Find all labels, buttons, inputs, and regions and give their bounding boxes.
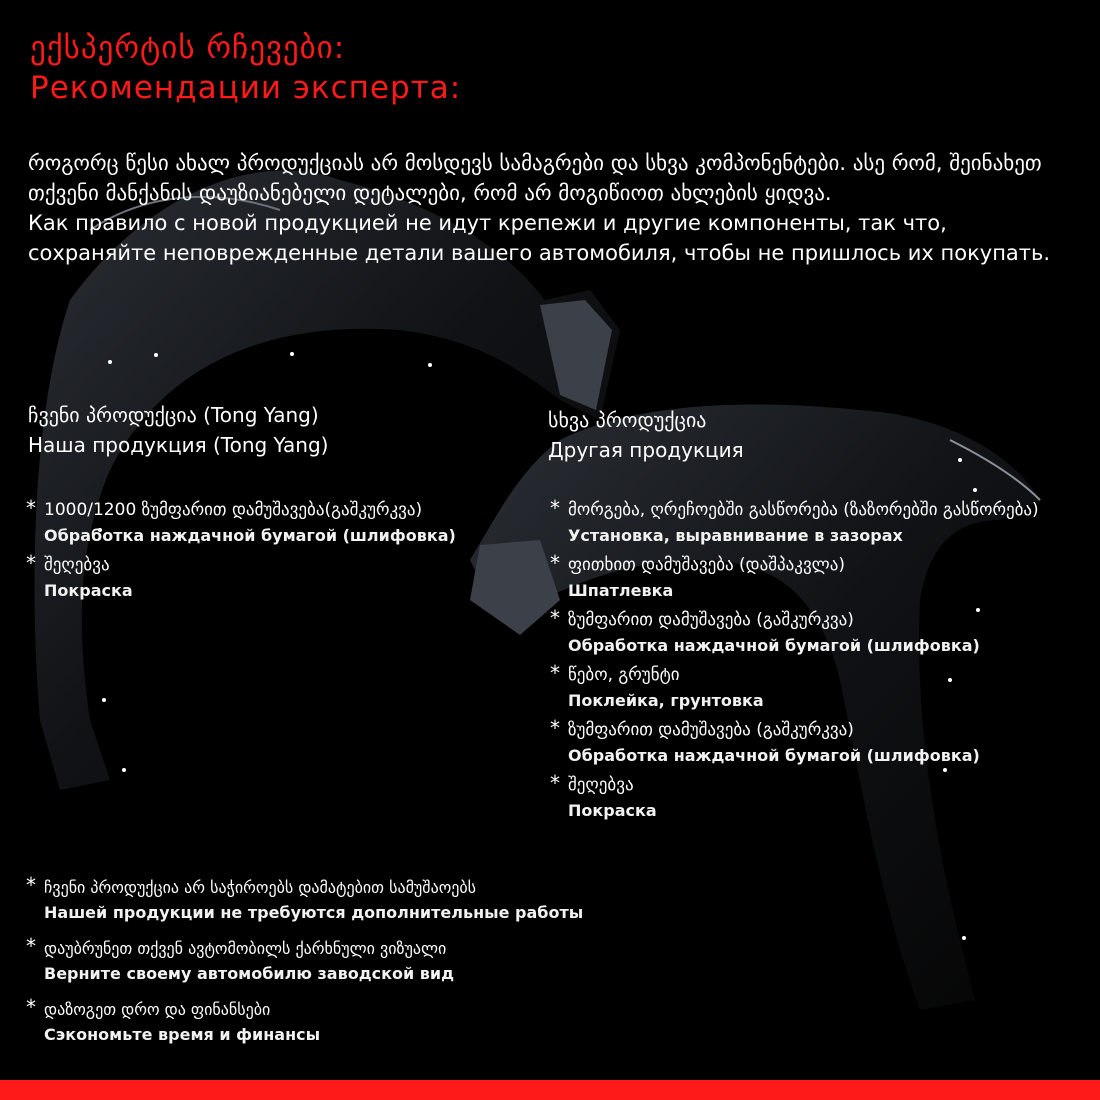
other-products-steps xyxy=(550,498,1039,828)
benefit-russian: Нашей продукции не требуются дополнительные работы xyxy=(44,903,584,922)
list-item xyxy=(26,553,456,603)
step-georgian: ზუმფარით დამუშავება (გაშკურკვა) xyxy=(568,720,854,740)
title-russian: Рекомендации эксперта: xyxy=(30,70,462,106)
list-item xyxy=(550,773,1039,823)
step-russian: Обработка наждачной бумагой (шлифовка) xyxy=(568,746,980,765)
our-products-steps xyxy=(26,498,456,608)
step-russian: Обработка наждачной бумагой (шлифовка) xyxy=(568,636,980,655)
list-item xyxy=(550,498,1039,548)
list-item xyxy=(550,663,1039,713)
benefit-russian: Верните своему автомобилю заводской вид xyxy=(44,964,454,983)
step-georgian: შეღებვა xyxy=(44,555,110,575)
step-russian: Покраска xyxy=(568,801,657,820)
step-georgian: მორგება, ღრეჩოებში გასწორება (ზაზორებში გასწორება) xyxy=(568,500,1039,520)
step-russian: Покраска xyxy=(44,581,133,600)
intro-russian: Как правило с новой продукцией не идут крепежи и другие компоненты, так что, сохраняйте неповрежденные детали вашего автомобиля, чтобы не пришлось их покупать. xyxy=(28,211,1051,265)
other-products-heading-georgian: სხვა პროდუქცია xyxy=(548,408,707,432)
bullet-asterisk: * xyxy=(550,551,560,575)
list-item xyxy=(26,498,456,548)
bullet-asterisk: * xyxy=(550,771,560,795)
bullet-asterisk: * xyxy=(550,661,560,685)
intro-text xyxy=(28,148,1078,268)
step-russian: Шпатлевка xyxy=(568,581,674,600)
step-russian: Обработка наждачной бумагой (шлифовка) xyxy=(44,526,456,545)
list-item xyxy=(26,875,583,926)
list-item xyxy=(550,608,1039,658)
our-products-heading-russian: Наша продукция (Tong Yang) xyxy=(28,433,329,457)
other-products-heading xyxy=(548,405,744,465)
list-item xyxy=(26,936,583,987)
bottom-red-bar xyxy=(0,1080,1100,1100)
intro-georgian: როგორც წესი ახალ პროდუქციას არ მოსდევს სამაგრები და სხვა კომპონენტები. ასე რომ, შეინახეთ თქვენი მანქანის დაუზიანებელი დეტალები, რომ არ მოგიწიოთ ახლების ყიდვა. xyxy=(28,151,1042,205)
step-georgian: ფითხით დამუშავება (დაშპაკვლა) xyxy=(568,555,846,575)
benefit-georgian: ჩვენი პროდუქცია არ საჭიროებს დამატებით სამუშაოებს xyxy=(44,878,477,897)
benefits-list xyxy=(26,875,583,1058)
benefit-georgian: დაუბრუნეთ თქვენ ავტომობილს ქარხნული ვიზუალი xyxy=(44,939,447,958)
bullet-asterisk: * xyxy=(550,716,560,740)
bullet-asterisk: * xyxy=(26,496,36,520)
benefit-georgian: დაზოგეთ დრო და ფინანსები xyxy=(44,1000,271,1019)
step-georgian: 1000/1200 ზუმფარით დამუშავება(გაშკურკვა) xyxy=(44,500,423,520)
title-georgian: ექსპერტის რჩევები: xyxy=(30,30,346,66)
step-russian: Поклейка, грунтовка xyxy=(568,691,764,710)
bullet-asterisk: * xyxy=(26,873,36,897)
step-georgian: შეღებვა xyxy=(568,775,634,795)
bullet-asterisk: * xyxy=(26,934,36,958)
bullet-asterisk: * xyxy=(550,496,560,520)
our-products-heading-georgian: ჩვენი პროდუქცია (Tong Yang) xyxy=(28,403,319,427)
benefit-russian: Сэкономьте время и финансы xyxy=(44,1025,321,1044)
bullet-asterisk: * xyxy=(550,606,560,630)
bullet-asterisk: * xyxy=(26,551,36,575)
step-russian: Установка, выравнивание в зазорах xyxy=(568,526,903,545)
other-products-heading-russian: Другая продукция xyxy=(548,438,744,462)
step-georgian: წებო, გრუნტი xyxy=(568,665,680,685)
list-item xyxy=(550,718,1039,768)
list-item xyxy=(550,553,1039,603)
our-products-heading xyxy=(28,400,328,460)
list-item xyxy=(26,997,583,1048)
step-georgian: ზუმფარით დამუშავება (გაშკურკვა) xyxy=(568,610,854,630)
bullet-asterisk: * xyxy=(26,995,36,1019)
